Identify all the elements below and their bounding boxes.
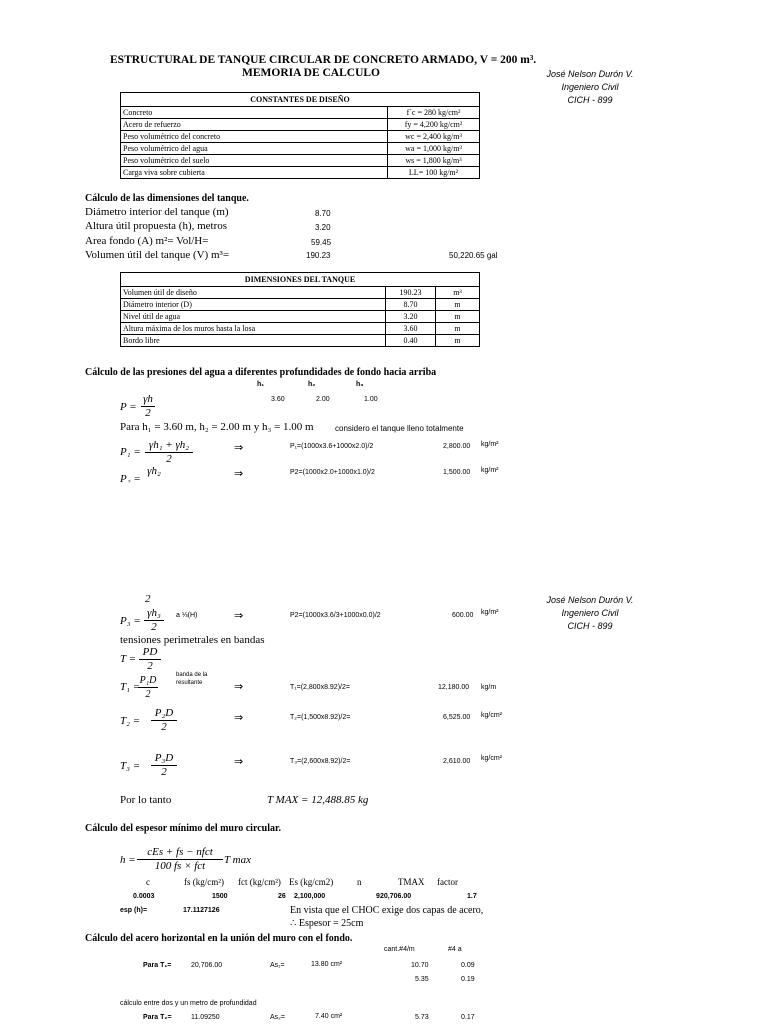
table-cell: fy = 4,200 kg/cm² <box>388 119 480 131</box>
tensions-heading: tensiones perimetrales en bandas <box>120 634 265 646</box>
steel-col1: cant.#4/m <box>384 946 415 953</box>
formula-t1-fraction: $\frac{\text{P₁D}}{2}$ <box>139 675 157 700</box>
table-row <box>121 323 480 335</box>
signature-title: Ingeniero Civil <box>561 82 619 92</box>
document-subtitle: MEMORIA DE CALCULO <box>242 67 381 79</box>
h2-value: 2.00 <box>316 396 330 403</box>
constants-table <box>120 92 480 179</box>
steel-row3-label: Para T₂= <box>143 1014 172 1021</box>
signature-block <box>530 68 650 107</box>
signature-title: Ingeniero Civil <box>561 608 619 618</box>
table-cell: wc = 2,400 kg/m³ <box>388 131 480 143</box>
steel-row3-as: As₂= <box>270 1014 285 1021</box>
t1-unit: kg/m <box>481 684 497 691</box>
formula-h: h = <box>120 854 136 866</box>
p3-unit: kg/m² <box>481 609 499 616</box>
signature-name: José Nelson Durón V. <box>546 595 634 605</box>
steel-subheading: cálculo entre dos y un metro de profundidad <box>120 1000 257 1007</box>
t3-calc: T₃=(2,600x8.92)/2= <box>290 758 351 765</box>
dim-value-height: 3.20 <box>315 223 331 232</box>
h2-label: h₂ <box>308 381 316 388</box>
table-cell: Nivel útil de agua <box>121 311 386 323</box>
signature-license: CICH - 899 <box>567 621 613 631</box>
full-tank-note: considero el tanque lleno totalmente <box>335 424 464 433</box>
dim-label-diameter: Diámetro interior del tanque (m) <box>85 206 229 218</box>
formula-t1: T₁ = <box>120 681 141 693</box>
table-cell: Diámetro interior (D) <box>121 299 386 311</box>
p3-note: a ⅓(H) <box>176 612 198 619</box>
t1-calc: T₁=(2,800x8.92)/2= <box>290 684 350 691</box>
formula-p2: P₂ = <box>120 473 141 483</box>
steel-col2: #4 a <box>448 946 462 953</box>
formula-t3-fraction: $\frac{\text{P₃D}}{2}$ <box>151 752 177 779</box>
table-cell: Bordo libre <box>121 335 386 347</box>
table-cell: wa = 1,000 kg/m³ <box>388 143 480 155</box>
signature-license: CICH - 899 <box>567 95 613 105</box>
table-cell: m <box>436 311 480 323</box>
steel-row1-as: As₁= <box>270 962 285 969</box>
p2-unit: kg/m² <box>481 467 499 474</box>
formula-p1: P₁ = <box>120 446 141 458</box>
col-n: n <box>357 877 362 887</box>
val-es: 2,100,000 <box>294 893 326 900</box>
p1-unit: kg/m² <box>481 441 499 448</box>
p3-value: 600.00 <box>452 612 474 619</box>
dimensions-table-heading: DIMENSIONES DEL TANQUE <box>121 273 480 287</box>
constants-heading: CONSTANTES DE DISEÑO <box>121 93 480 107</box>
para-h-text: Para h₁ = 3.60 m, h₂ = 2.00 m y h₃ = 1.00 m <box>120 421 314 433</box>
table-cell: 3.60 <box>386 323 436 335</box>
table-cell: Peso volumétrico del suelo <box>121 155 388 167</box>
table-row <box>121 155 480 167</box>
dim-label-volume: Volumen útil del tanque (V) m³= <box>85 249 230 261</box>
implies-arrow: ⇒ <box>234 680 244 693</box>
por-lo-tanto: Por lo tanto <box>120 794 172 806</box>
steel-row1-label: Para T₁= <box>143 962 172 969</box>
table-cell: 190.23 <box>386 287 436 299</box>
formula-t2-fraction: $\frac{\text{P₂D}}{2}$ <box>151 707 177 734</box>
table-row <box>121 167 480 179</box>
formula-p2-fraction: γh₂ <box>147 465 161 477</box>
t3-unit: kg/cm² <box>481 755 502 762</box>
esp-label: esp (h)= <box>120 907 148 914</box>
table-cell: m <box>436 299 480 311</box>
steel-row1-value: 20,706.00 <box>191 962 223 969</box>
t1-note: banda de la resultante <box>176 672 208 686</box>
col-fct: fct (kg/cm²) <box>238 877 281 887</box>
p2-calc: P2=(1000x2.0+1000x1.0)/2 <box>290 469 375 476</box>
implies-arrow: ⇒ <box>234 467 244 480</box>
p1-value: 2,800.00 <box>443 443 471 450</box>
t2-calc: T₂=(1,500x8.92)/2= <box>290 714 351 721</box>
formula-p-fraction: $\frac{\gamma h}{2}$ <box>141 393 155 420</box>
col-tmax: TMAX <box>398 877 425 887</box>
col-c: c <box>146 877 150 887</box>
table-row <box>121 119 480 131</box>
table-cell: m <box>436 323 480 335</box>
formula-h-tmax: T max <box>224 854 251 866</box>
dim-label-area: Area fondo (A) m²= Vol/H= <box>85 235 209 247</box>
table-cell: Concreto <box>121 107 388 119</box>
formula-p3-fraction: $\frac{\text{γh₃}}{2}$ <box>144 607 164 634</box>
table-cell: Acero de refuerzo <box>121 119 388 131</box>
table-cell: 8.70 <box>386 299 436 311</box>
dim-value-volume: 190.23 <box>306 251 331 260</box>
formula-p3: P₃ = <box>120 615 141 627</box>
steel-row3-value: 11.09250 <box>191 1014 220 1021</box>
col-es: Es (kg/cm2) <box>289 877 334 887</box>
t3-value: 2,610.00 <box>443 758 471 765</box>
tmax-value: T MAX = 12,488.85 kg <box>267 794 369 806</box>
table-cell: 3.20 <box>386 311 436 323</box>
table-cell: LL= 100 kg/m² <box>388 167 480 179</box>
steel-row3-as-value: 7.40 cm² <box>315 1013 343 1020</box>
signature-block-2 <box>530 594 650 633</box>
steel-row2-c2: 0.19 <box>461 976 475 983</box>
val-fs: 1500 <box>212 893 228 900</box>
formula-h-fraction: cEs + fs − nfct 100 fs × fct <box>137 846 223 873</box>
table-cell: Volumen útil de diseño <box>121 287 386 299</box>
document-title: ESTRUCTURAL DE TANQUE CIRCULAR DE CONCRETO ARMADO, V = 200 m³. <box>110 54 537 66</box>
steel-row3-c2: 0.17 <box>461 1014 475 1021</box>
espesor-note: ∴ Espesor = 25cm <box>290 918 364 929</box>
pressures-heading: Cálculo de las presiones del agua a diferentes profundidades de fondo hacia arriba <box>85 367 437 378</box>
p3-calc: P2=(1000x3.6/3+1000x0.0)/2 <box>290 612 381 619</box>
table-row <box>121 131 480 143</box>
val-c: 0.0003 <box>133 893 155 900</box>
dim-value-area: 59.45 <box>311 238 332 247</box>
formula-p2-denominator: 2 <box>145 593 151 605</box>
table-cell: ws = 1,800 kg/m³ <box>388 155 480 167</box>
table-cell: f´c = 280 kg/cm² <box>388 107 480 119</box>
table-cell: Altura máxima de los muros hasta la losa <box>121 323 386 335</box>
val-n: 9 <box>376 893 380 900</box>
implies-arrow: ⇒ <box>234 755 244 768</box>
table-row <box>121 143 480 155</box>
dimensions-table <box>120 272 480 347</box>
steel-row2-c1: 5.35 <box>415 976 429 983</box>
table-cell: m <box>436 335 480 347</box>
table-row <box>121 311 480 323</box>
dimensions-heading: Cálculo de las dimensiones del tanque. <box>85 193 249 204</box>
col-fs: fs (kg/cm²) <box>184 877 224 887</box>
table-row <box>121 107 480 119</box>
h1-label: h₁ <box>257 381 265 388</box>
table-cell: Peso volumétrico del concreto <box>121 131 388 143</box>
implies-arrow: ⇒ <box>234 711 244 724</box>
h3-value: 1.00 <box>364 396 378 403</box>
formula-t: T = <box>120 653 137 665</box>
esp-value: 17.1127126 <box>183 907 220 914</box>
steel-row1-c2: 0.09 <box>461 962 475 969</box>
val-tmax: 20,706.00 <box>380 893 412 900</box>
formula-p: P = <box>120 401 137 413</box>
table-row <box>121 335 480 347</box>
table-cell: Peso volumétrico del agua <box>121 143 388 155</box>
table-row <box>121 287 480 299</box>
steel-row1-as-value: 13.80 cm² <box>311 961 343 968</box>
col-factor: factor <box>437 877 458 887</box>
t2-unit: kg/cm² <box>481 712 502 719</box>
table-cell: 0.40 <box>386 335 436 347</box>
val-factor: 1.7 <box>467 893 477 900</box>
t1-value: 12,180.00 <box>438 684 470 691</box>
choc-note: En vista que el CHOC exige dos capas de acero, <box>290 905 484 916</box>
thickness-heading: Cálculo del espesor mínimo del muro circular. <box>85 823 282 834</box>
formula-t2: T₂ = <box>120 715 141 727</box>
signature-name: José Nelson Durón V. <box>546 69 634 79</box>
table-cell: Carga viva sobre cubierta <box>121 167 388 179</box>
table-row <box>121 299 480 311</box>
implies-arrow: ⇒ <box>234 609 244 622</box>
dim-value-diameter: 8.70 <box>315 209 331 218</box>
dim-label-height: Altura útil propuesta (h), metros <box>85 220 228 232</box>
t2-value: 6,525.00 <box>443 714 471 721</box>
table-cell: m³ <box>436 287 480 299</box>
dim-volume-gallons: 50,220.65 gal <box>449 251 498 260</box>
p1-calc: P₁=(1000x3.6+1000x2.0)/2 <box>290 443 374 450</box>
val-fct: 26 <box>278 893 286 900</box>
formula-p1-fraction: $\frac{\text{γh₁ + γh₂}}{2}$ <box>145 439 193 466</box>
formula-t-fraction: $\frac{PD}{2}$ <box>139 646 161 673</box>
steel-row3-c1: 5.73 <box>415 1014 429 1021</box>
h1-value: 3.60 <box>271 396 285 403</box>
formula-t3: T₃ = <box>120 760 141 772</box>
steel-heading: Cálculo del acero horizontal en la unión del muro con el fondo. <box>85 933 353 944</box>
p2-value: 1,500.00 <box>443 469 471 476</box>
h3-label: h₃ <box>356 381 364 388</box>
implies-arrow: ⇒ <box>234 441 244 454</box>
steel-row1-c1: 10.70 <box>411 962 429 969</box>
